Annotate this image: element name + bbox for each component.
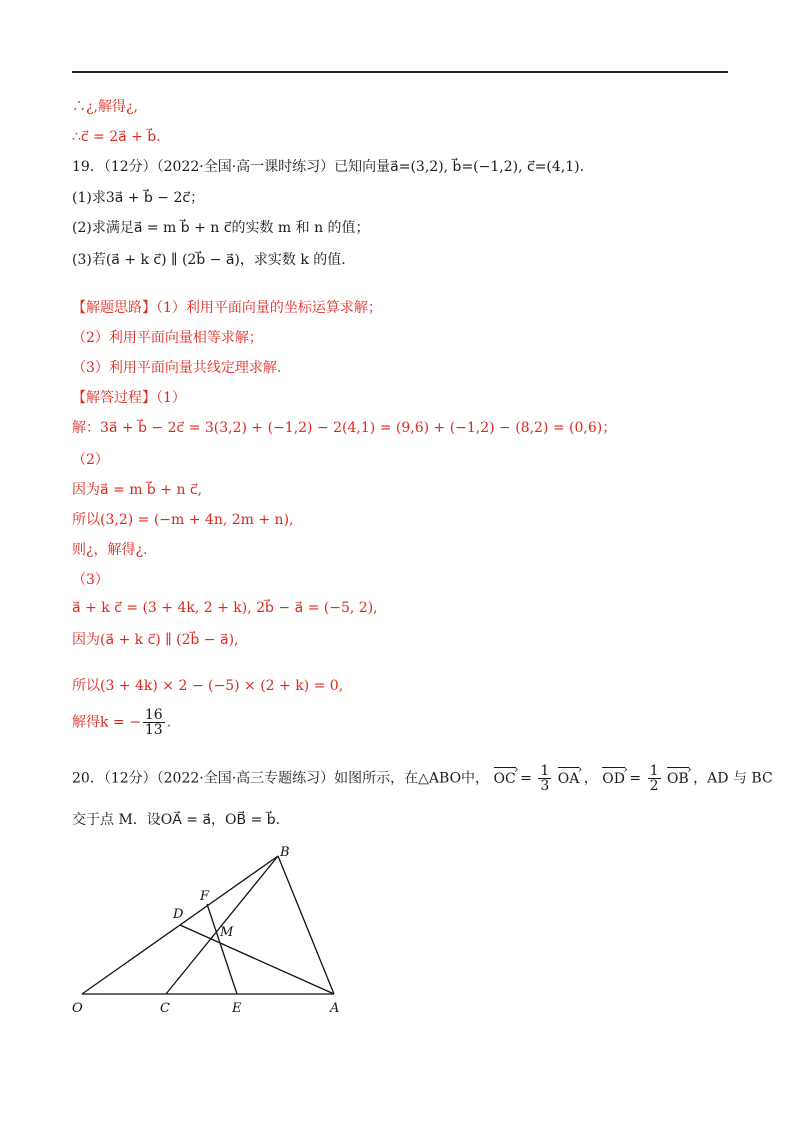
solution-part2-heading: （2） — [72, 452, 109, 468]
k-fraction-numerator: 16 — [144, 707, 163, 723]
q19-part2: (2)求满足a⃗ = m b⃗ + n c⃗的实数 m 和 n 的值； — [72, 220, 370, 236]
vector-od: OD › — [602, 767, 625, 789]
vector-oa: OA › — [558, 767, 580, 789]
label-m: M — [220, 925, 234, 940]
solution-part3-heading: （3） — [72, 572, 109, 588]
solution-step-3c: 所以(3 + 4k) × 2 − (−5) × (2 + k) = 0, — [72, 678, 344, 694]
equals-1: = — [520, 770, 532, 787]
solution-step-1: 解：3a⃗ + b⃗ − 2c⃗ = 3(3,2) + (−1,2) − 2(4,1) = (9,6) + (−1,2) − (8,2) = (0,6)； — [72, 420, 617, 436]
solution-process-heading: 【解答过程】（1） — [72, 390, 186, 406]
q20-stem-line2: 交于点 M．设OA⃗ = a⃗，OB⃗ = b⃗. — [72, 812, 281, 828]
triangle-figure — [72, 842, 362, 1022]
answer-line-2: ∴c⃗ = 2a⃗ + b⃗. — [72, 129, 161, 145]
separator: ， — [583, 770, 598, 787]
label-d: D — [173, 907, 184, 922]
solution-idea-2: （2）利用平面向量相等求解； — [72, 330, 263, 346]
solution-idea-1: 【解题思路】（1）利用平面向量的坐标运算求解； — [72, 300, 382, 316]
label-o: O — [72, 1001, 83, 1016]
q19-stem: 19．（12分）（2022·全国·高一课时练习）已知向量a⃗=(3,2), b⃗=(−1,2), c⃗=(4,1). — [72, 159, 585, 175]
solution-step-3d: 解得k = − $\frac{16}{13}$ . — [72, 707, 172, 738]
label-e: E — [232, 1001, 242, 1016]
fraction-1-2-den: 2 — [649, 778, 659, 794]
k-fraction-denominator: 13 — [144, 722, 163, 738]
vector-oc: OC › — [494, 767, 516, 789]
q19-part3: (3)若(a⃗ + k c⃗) ∥ (2b⃗ − a⃗)，求实数 k 的值. — [72, 252, 346, 268]
solution-step-2a: 因为a⃗ = m b⃗ + n c⃗, — [72, 482, 203, 498]
solution-step-2b: 所以(3,2) = (−m + 4n, 2m + n), — [72, 512, 294, 528]
q20-stem-prefix: 20．（12分）（2022·全国·高三专题练习）如图所示，在△ABO中， — [72, 770, 490, 787]
answer-line-1: ∴¿,解得¿, — [72, 99, 138, 115]
label-a: A — [330, 1001, 340, 1016]
fraction-1-2-num: 1 — [649, 763, 659, 779]
q19-part1: (1)求3a⃗ + b⃗ − 2c⃗； — [72, 190, 205, 206]
solution-idea-3: （3）利用平面向量共线定理求解. — [72, 360, 282, 376]
label-f: F — [200, 889, 210, 904]
q20-stem-line1 — [72, 764, 773, 793]
label-b: B — [280, 845, 290, 860]
header-rule — [72, 71, 728, 73]
label-c: C — [160, 1001, 170, 1016]
solution-step-3a: a⃗ + k c⃗ = (3 + 4k, 2 + k), 2b⃗ − a⃗ = (−5, 2), — [72, 600, 378, 616]
solution-step-3b: 因为(a⃗ + k c⃗) ∥ (2b⃗ − a⃗), — [72, 632, 239, 648]
k-result-prefix: 解得k = − — [72, 714, 141, 731]
solution-step-2c: 则¿，解得¿. — [72, 542, 148, 558]
fraction-1-3-num: 1 — [540, 763, 550, 779]
equals-2: = — [629, 770, 642, 787]
fraction-1-3-den: 3 — [540, 778, 550, 794]
q20-stem-suffix: ，AD 与 BC — [693, 770, 773, 787]
vector-ob: OB › — [667, 767, 689, 789]
